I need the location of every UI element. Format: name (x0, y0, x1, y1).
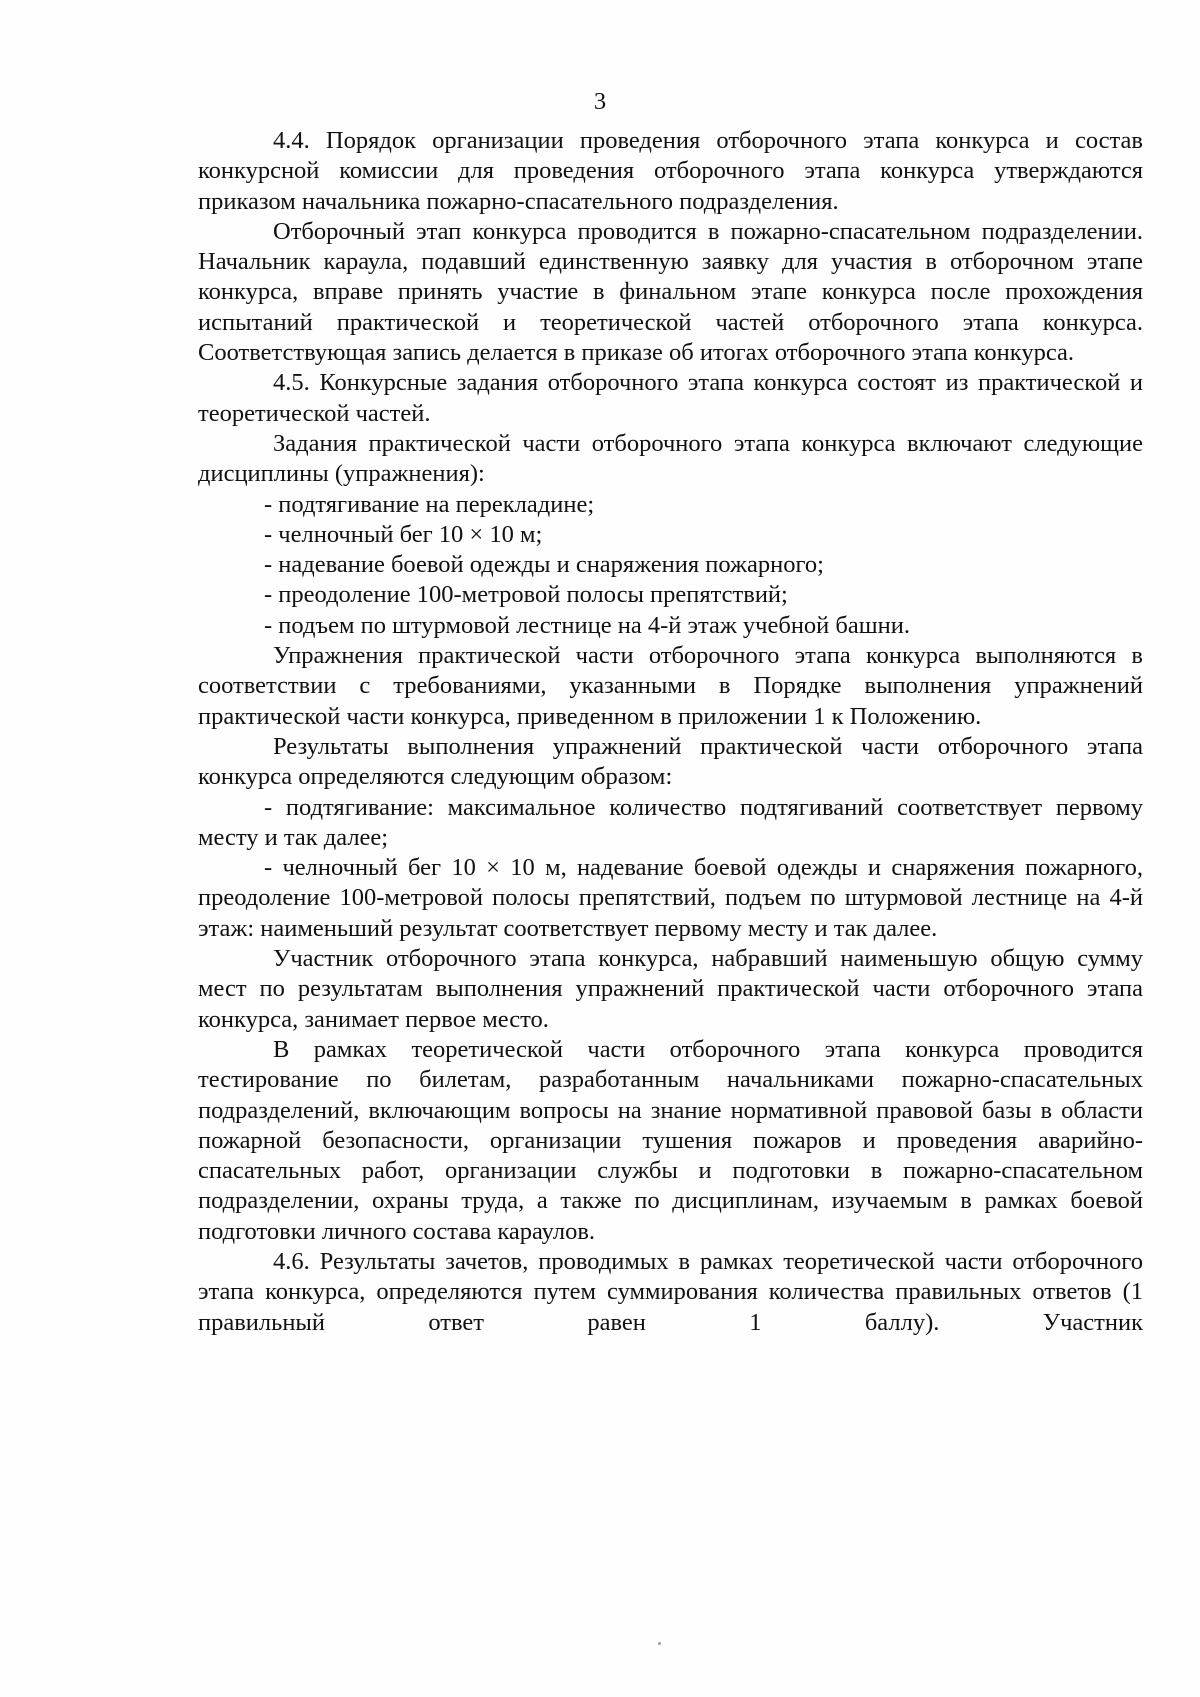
list-item-shuttle-run: - челночный бег 10 × 10 м; (264, 520, 543, 548)
paragraph-4-4: 4.4. Порядок организации проведения отборочного этапа конкурса и состав конкурсной комиссии для проведения отборочного этапа конкурса утверждаются приказом начальника пожарно-спасательного подразделения. (198, 127, 1143, 215)
paragraph-first-place: Участник отборочного этапа конкурса, набравший наименьшую общую сумму мест по результатам выполнения упражнений практической части отборочного этапа конкурса, занимает первое место. (198, 945, 1143, 1033)
paragraph-4-5: 4.5. Конкурсные задания отборочного этапа конкурса состоят из практической и теоретической частей. (198, 369, 1143, 427)
paragraph-4-6: 4.6. Результаты зачетов, проводимых в рамках теоретической части отборочного этапа конкурса, определяются путем суммирования количества правильных ответов (1 правильный ответ равен 1 баллу). Участник (198, 1247, 1143, 1336)
document-body (198, 126, 1143, 1338)
list-item-timed-exercises-result: - челночный бег 10 × 10 м, надевание боевой одежды и снаряжения пожарного, преодоление 100-метровой полосы препятствий, подъем по штурмовой лестнице на 4-й этаж: наименьший результат соответствует первому месту и так далее. (198, 854, 1143, 942)
list-item-assault-ladder: - подъем по штурмовой лестнице на 4-й этаж учебной башни. (264, 611, 910, 639)
paragraph-selection-stage: Отборочный этап конкурса проводится в пожарно-спасательном подразделении. Начальник караула, подавший единственную заявку для участия в отборочном этапе конкурса, вправе принять участие в финальном этапе конкурса после прохождения испытаний практической и теоретической частей отборочного этапа конкурса. Соответствующая запись делается в приказе об итогах отборочного этапа конкурса. (198, 217, 1143, 367)
paragraph-exercise-requirements: Упражнения практической части отборочного этапа конкурса выполняются в соответствии с требованиями, указанными в Порядке выполнения упражнений практической части конкурса, приведенном в приложении 1 к Положению. (198, 642, 1143, 730)
list-item-combat-gear: - надевание боевой одежды и снаряжения пожарного; (264, 551, 824, 579)
paragraph-practical-disciplines: Задания практической части отборочного этапа конкурса включают следующие дисциплины (упражнения): (198, 429, 1143, 488)
paragraph-results-determination: Результаты выполнения упражнений практической части отборочного этапа конкурса определяются следующим образом: (198, 732, 1143, 791)
scan-speck (658, 1642, 661, 1645)
list-item-pull-ups: - подтягивание на перекладине; (264, 490, 595, 518)
page-number: 3 (593, 88, 607, 115)
paragraph-theory-testing: В рамках теоретической части отборочного этапа конкурса проводится тестирование по билетам, разработанным начальниками пожарно-спасательных подразделений, включающим вопросы на знание нормативной правовой базы в области пожарной безопасности, организации тушения пожаров и проведения аварийно-спасательных работ, организации службы и подготовки в пожарно-спасательном подразделении, охраны труда, а также по дисциплинам, изучаемым в рамках боевой подготовки личного состава караулов. (198, 1035, 1143, 1245)
list-item-pull-ups-result: - подтягивание: максимальное количество подтягиваний соответствует первому месту и так далее; (198, 793, 1143, 851)
list-item-obstacle-course: - преодоление 100-метровой полосы препятствий; (264, 581, 788, 609)
